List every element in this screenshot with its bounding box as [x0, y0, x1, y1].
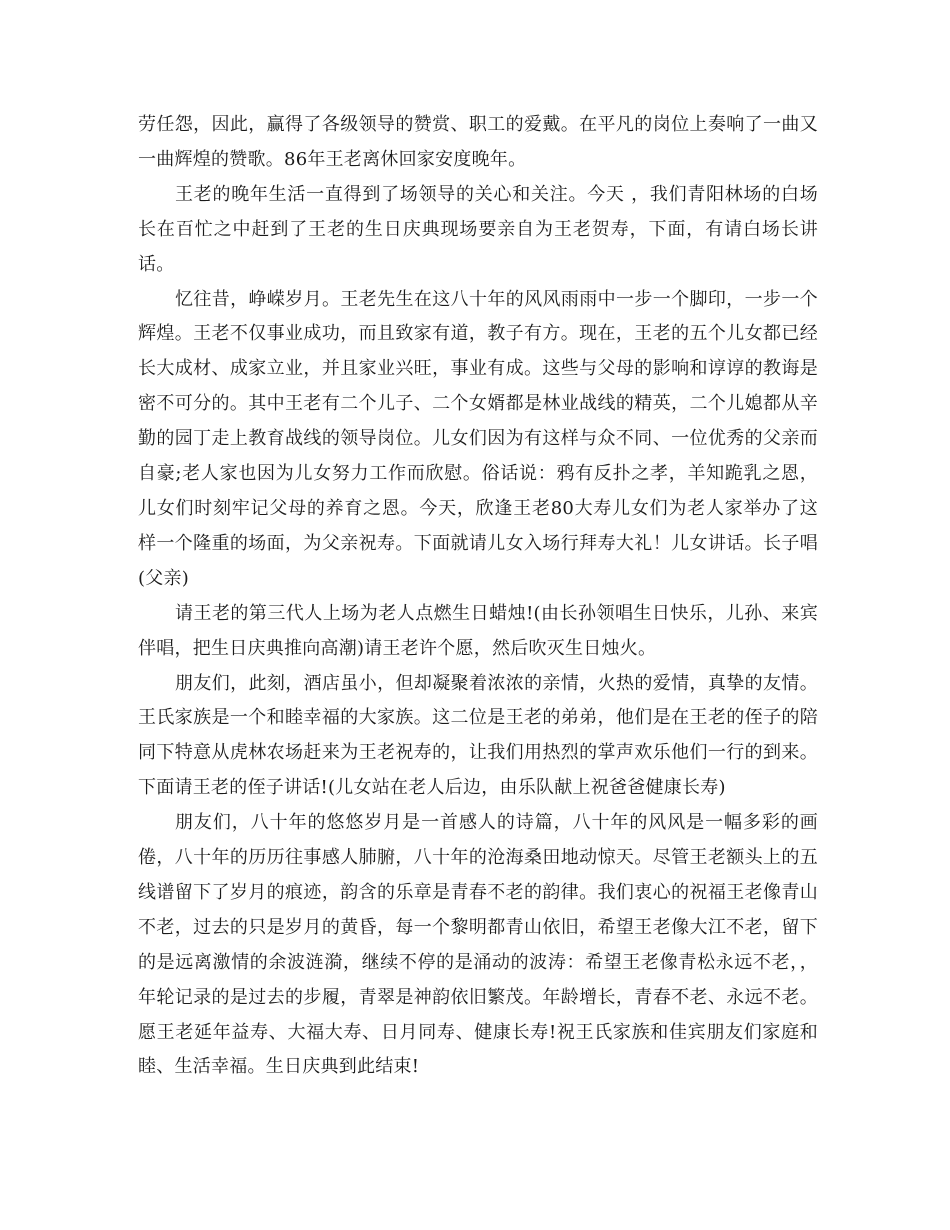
paragraph-family: 朋友们，此刻，酒店虽小，但却凝聚着浓浓的亲情，火热的爱情，真挚的友情。王氏家族是一个和睦幸福的大家族。这二位是王老的弟弟，他们是在王老的侄子的陪同下特意从虎林农场赶来为王老祝寿的，让我们用热烈的掌声欢乐他们一行的到来。下面请王老的侄子讲话!(儿女站在老人后边，由乐队献上祝爸爸健康长寿)	[138, 672, 818, 799]
paragraph-birthday-candles: 请王老的第三代人上场为老人点燃生日蜡烛!(由长孙领唱生日快乐，儿孙、来宾伴唱，把生日庆典推向高潮)请王老许个愿，然后吹灭生日烛火。	[138, 602, 818, 659]
paragraph-reminiscence: 忆往昔，峥嵘岁月。王老先生在这八十年的风风雨雨中一步一个脚印，一步一个辉煌。王老不仅事业成功，而且致家有道，教子有方。现在，王老的五个儿女都已经长大成材、成家立业，并且家业兴旺，事业有成。这些与父母的影响和谆谆的教诲是密不可分的。其中王老有二个儿子、二个女婿都是林业战线的精英，二个儿媳都从辛勤的园丁走上教育战线的领导岗位。儿女们因为有这样与众不同、一位优秀的父亲而自豪;老人家也因为儿女努力工作而欣慰。俗话说：鸦有反扑之孝，羊知跪乳之恩，儿女们时刻牢记父母的养育之恩。今天，欣逢王老80大寿儿女们为老人家举办了这样一个隆重的场面，为父亲祝寿。下面就请儿女入场行拜寿大礼！儿女讲话。长子唱(父亲)	[138, 288, 818, 589]
paragraph-continuation: 劳任怨，因此，赢得了各级领导的赞赏、职工的爱戴。在平凡的岗位上奏响了一曲又一曲辉煌的赞歌。86年王老离休回家安度晚年。	[138, 114, 818, 170]
paragraph-leader-speech: 王老的晚年生活一直得到了场领导的关心和关注。今天 ，我们青阳林场的白场长在百忙之中赶到了王老的生日庆典现场要亲自为王老贺寿，下面，有请白场长讲话。	[138, 183, 818, 275]
document-page	[138, 108, 818, 1085]
paragraph-closing-blessing: 朋友们，八十年的悠悠岁月是一首感人的诗篇，八十年的风风是一幅多彩的画倦，八十年的历历往事感人肺腑，八十年的沧海桑田地动惊天。尽管王老额头上的五线谱留下了岁月的痕迹，韵含的乐章是青春不老的韵律。我们衷心的祝福王老像青山不老，过去的只是岁月的黄昏，每一个黎明都青山依旧，希望王老像大江不老，留下的是远离激情的余波涟漪，继续不停的是涌动的波涛：希望王老像青松永远不老，，年轮记录的是过去的步履，青翠是神韵依旧繁茂。年龄增长，青春不老、永远不老。愿王老延年益寿、大福大寿、日月同寿、健康长寿!祝王氏家族和佳宾朋友们家庭和睦、生活幸福。生日庆典到此结束!	[138, 812, 818, 1078]
